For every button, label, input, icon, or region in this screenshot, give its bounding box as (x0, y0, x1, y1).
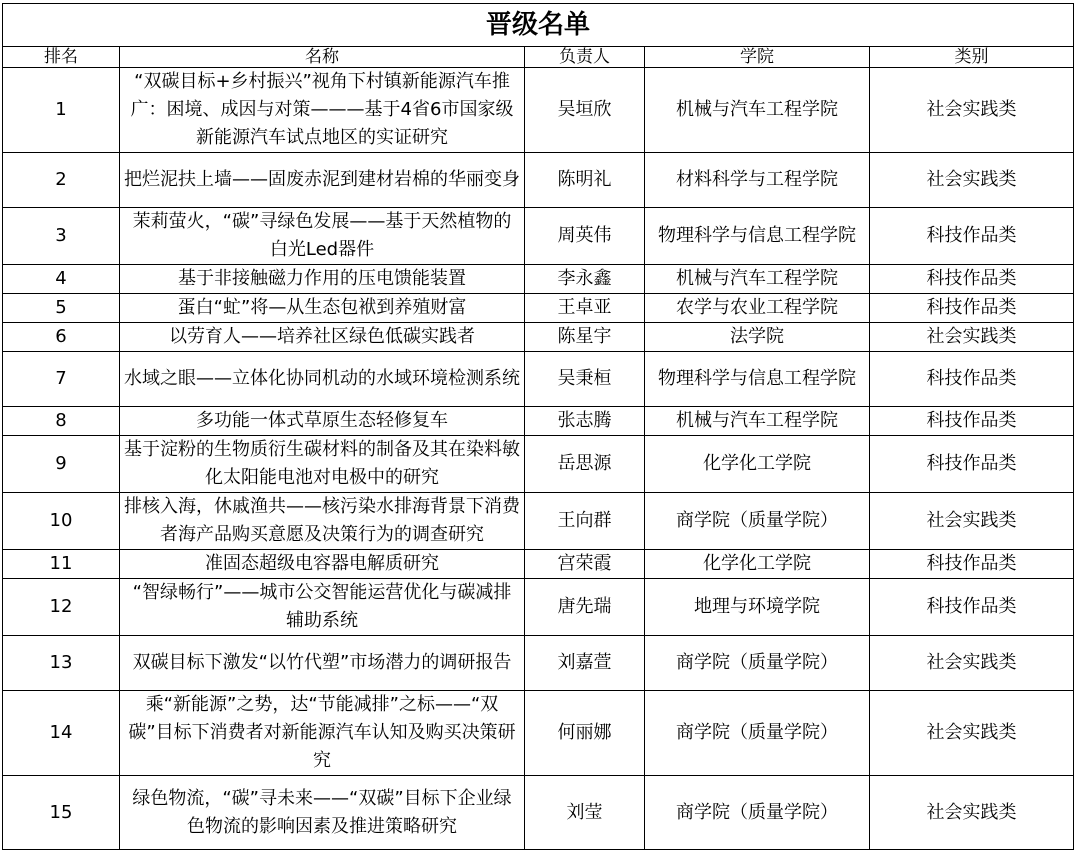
table-row (3, 208, 1074, 265)
table-row (3, 265, 1074, 294)
category-cell: 科技作品类 (870, 294, 1074, 323)
rank-cell: 7 (3, 352, 120, 407)
name-cell: “智绿畅行”——城市公交智能运营优化与碳减排辅助系统 (120, 579, 525, 636)
college-cell: 地理与环境学院 (645, 579, 870, 636)
name-cell: 准固态超级电容器电解质研究 (120, 550, 525, 579)
table-row (3, 691, 1074, 776)
rank-cell: 12 (3, 579, 120, 636)
leader-cell: 岳思源 (525, 436, 645, 493)
name-cell: 把烂泥扶上墙——固废赤泥到建材岩棉的华丽变身 (120, 153, 525, 208)
category-cell: 科技作品类 (870, 208, 1074, 265)
leader-cell: 李永鑫 (525, 265, 645, 294)
college-cell: 物理科学与信息工程学院 (645, 208, 870, 265)
rank-cell: 9 (3, 436, 120, 493)
name-cell: 蛋白“虻”将—从生态包袱到养殖财富 (120, 294, 525, 323)
college-cell: 商学院（质量学院） (645, 691, 870, 776)
header-category: 类别 (870, 47, 1074, 68)
rank-cell: 3 (3, 208, 120, 265)
shortlist-table (2, 3, 1074, 850)
leader-cell: 刘嘉萱 (525, 636, 645, 691)
category-cell: 社会实践类 (870, 153, 1074, 208)
leader-cell: 陈明礼 (525, 153, 645, 208)
college-cell: 商学院（质量学院） (645, 493, 870, 550)
table-row (3, 352, 1074, 407)
header-name: 名称 (120, 47, 525, 68)
name-cell: 排核入海，休戚渔共——核污染水排海背景下消费者海产品购买意愿及决策行为的调查研究 (120, 493, 525, 550)
name-cell: “双碳目标+乡村振兴”视角下村镇新能源汽车推广：困境、成因与对策———基于4省6市国家级新能源汽车试点地区的实证研究 (120, 68, 525, 153)
header-row (3, 47, 1074, 68)
category-cell: 科技作品类 (870, 265, 1074, 294)
college-cell: 法学院 (645, 323, 870, 352)
name-cell: 双碳目标下激发“以竹代塑”市场潜力的调研报告 (120, 636, 525, 691)
category-cell: 社会实践类 (870, 493, 1074, 550)
leader-cell: 唐先瑞 (525, 579, 645, 636)
leader-cell: 王向群 (525, 493, 645, 550)
college-cell: 商学院（质量学院） (645, 636, 870, 691)
rank-cell: 10 (3, 493, 120, 550)
college-cell: 物理科学与信息工程学院 (645, 352, 870, 407)
rank-cell: 4 (3, 265, 120, 294)
name-cell: 乘“新能源”之势，达“节能减排”之标——“双碳”目标下消费者对新能源汽车认知及购买决策研究 (120, 691, 525, 776)
rank-cell: 15 (3, 776, 120, 850)
leader-cell: 陈星宇 (525, 323, 645, 352)
category-cell: 科技作品类 (870, 436, 1074, 493)
leader-cell: 宫荣霞 (525, 550, 645, 579)
name-cell: 以劳育人——培养社区绿色低碳实践者 (120, 323, 525, 352)
table-row (3, 493, 1074, 550)
leader-cell: 张志腾 (525, 407, 645, 436)
category-cell: 科技作品类 (870, 407, 1074, 436)
table-row (3, 323, 1074, 352)
rank-cell: 14 (3, 691, 120, 776)
rank-cell: 13 (3, 636, 120, 691)
table-row (3, 153, 1074, 208)
college-cell: 农学与农业工程学院 (645, 294, 870, 323)
college-cell: 机械与汽车工程学院 (645, 407, 870, 436)
leader-cell: 何丽娜 (525, 691, 645, 776)
rank-cell: 5 (3, 294, 120, 323)
name-cell: 茉莉萤火，“碳”寻绿色发展——基于天然植物的白光Led器件 (120, 208, 525, 265)
college-cell: 商学院（质量学院） (645, 776, 870, 850)
college-cell: 化学化工学院 (645, 436, 870, 493)
name-cell: 水域之眼——立体化协同机动的水域环境检测系统 (120, 352, 525, 407)
rank-cell: 8 (3, 407, 120, 436)
table-row (3, 407, 1074, 436)
table-title: 晋级名单 (3, 4, 1074, 47)
table-row (3, 776, 1074, 850)
leader-cell: 刘莹 (525, 776, 645, 850)
category-cell: 社会实践类 (870, 636, 1074, 691)
table-row (3, 294, 1074, 323)
college-cell: 机械与汽车工程学院 (645, 68, 870, 153)
leader-cell: 吴垣欣 (525, 68, 645, 153)
category-cell: 科技作品类 (870, 579, 1074, 636)
table-row (3, 579, 1074, 636)
header-college: 学院 (645, 47, 870, 68)
table-row (3, 436, 1074, 493)
leader-cell: 周英伟 (525, 208, 645, 265)
category-cell: 社会实践类 (870, 776, 1074, 850)
name-cell: 基于非接触磁力作用的压电馈能装置 (120, 265, 525, 294)
category-cell: 社会实践类 (870, 691, 1074, 776)
college-cell: 机械与汽车工程学院 (645, 265, 870, 294)
rank-cell: 2 (3, 153, 120, 208)
name-cell: 基于淀粉的生物质衍生碳材料的制备及其在染料敏化太阳能电池对电极中的研究 (120, 436, 525, 493)
header-leader: 负责人 (525, 47, 645, 68)
category-cell: 科技作品类 (870, 352, 1074, 407)
college-cell: 化学化工学院 (645, 550, 870, 579)
name-cell: 绿色物流，“碳”寻未来——“双碳”目标下企业绿色物流的影响因素及推进策略研究 (120, 776, 525, 850)
leader-cell: 吴秉桓 (525, 352, 645, 407)
rank-cell: 6 (3, 323, 120, 352)
table-row (3, 636, 1074, 691)
college-cell: 材料科学与工程学院 (645, 153, 870, 208)
leader-cell: 王卓亚 (525, 294, 645, 323)
name-cell: 多功能一体式草原生态轻修复车 (120, 407, 525, 436)
header-rank: 排名 (3, 47, 120, 68)
category-cell: 科技作品类 (870, 550, 1074, 579)
category-cell: 社会实践类 (870, 323, 1074, 352)
table-row (3, 550, 1074, 579)
rank-cell: 1 (3, 68, 120, 153)
rank-cell: 11 (3, 550, 120, 579)
category-cell: 社会实践类 (870, 68, 1074, 153)
table-row (3, 68, 1074, 153)
